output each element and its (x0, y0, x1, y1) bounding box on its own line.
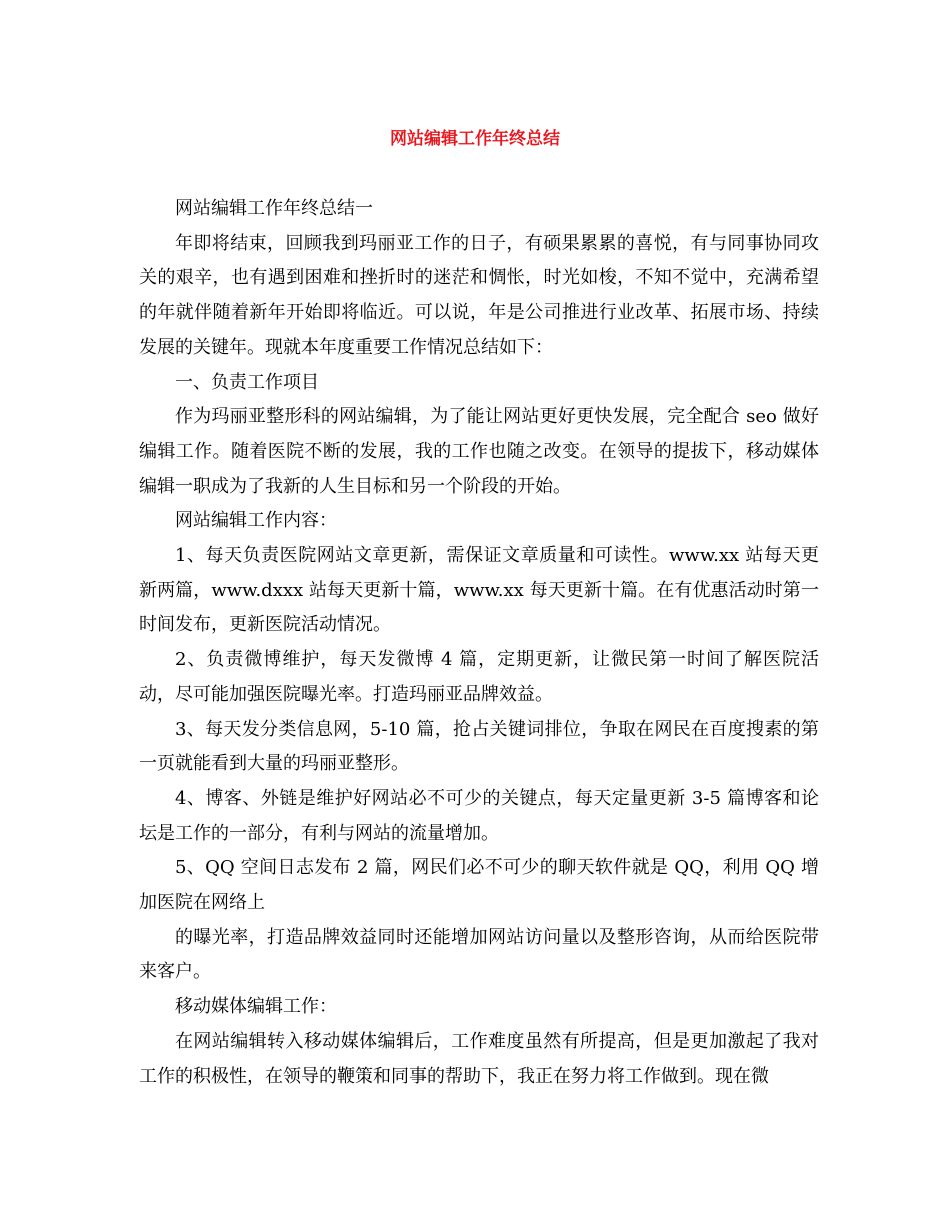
paragraph: 3、每天发分类信息网，5-10 篇，抢占关键词排位，争取在网民在百度搜素的第一页就能看到大量的玛丽亚整形。 (139, 718, 819, 775)
paragraph: 的曝光率，打造品牌效益同时还能增加网站访问量以及整形咨询，从而给医院带来客户。 (139, 926, 819, 983)
document-title: 网站编辑工作年终总结 (390, 129, 560, 149)
paragraph: 年即将结束，回顾我到玛丽亚工作的日子，有硕果累累的喜悦，有与同事协同攻关的艰辛，也有遇到困难和挫折时的迷茫和惆怅，时光如梭，不知不觉中，充满希望的年就伴随着新年开始即将临近。可以说，年是公司推进行业改革、拓展市场、持续发展的关键年。现就本年度重要工作情况总结如下： (139, 232, 819, 358)
paragraph: 网站编辑工作年终总结一 (175, 198, 373, 219)
paragraph: 一、负责工作项目 (175, 371, 319, 393)
paragraph: 2、负责微博维护，每天发微博 4 篇，定期更新，让微民第一时间了解医院活动，尽可能加强医院曝光率。打造玛丽亚品牌效益。 (139, 649, 819, 705)
paragraph: 1、每天负责医院网站文章更新，需保证文章质量和可读性。www.xx 站每天更新两篇，www.dxxx 站每天更新十篇，www.xx 每天更新十篇。在有优惠活动时第一时间发布，更新医院活动情况。 (139, 545, 819, 636)
paragraph: 作为玛丽亚整形科的网站编辑，为了能让网站更好更快发展，完全配合 seo 做好编辑工作。随着医院不断的发展，我的工作也随之改变。在领导的提拔下，移动媒体编辑一职成为了我新的人生目标和另一个阶段的开始。 (139, 406, 819, 497)
paragraph: 网站编辑工作内容： (175, 510, 337, 532)
paragraph: 4、博客、外链是维护好网站必不可少的关键点，每天定量更新 3-5 篇博客和论坛是工作的一部分，有利与网站的流量增加。 (139, 787, 819, 844)
paragraph: 5、QQ 空间日志发布 2 篇，网民们必不可少的聊天软件就是 QQ，利用 QQ 增加医院在网络上 (139, 857, 819, 914)
paragraph: 移动媒体编辑工作： (175, 996, 337, 1018)
document-body (139, 192, 819, 1094)
paragraph: 在网站编辑转入移动媒体编辑后，工作难度虽然有所提高，但是更加激起了我对工作的积极性，在领导的鞭策和同事的帮助下，我正在努力将工作做到。现在微 (139, 1030, 819, 1087)
